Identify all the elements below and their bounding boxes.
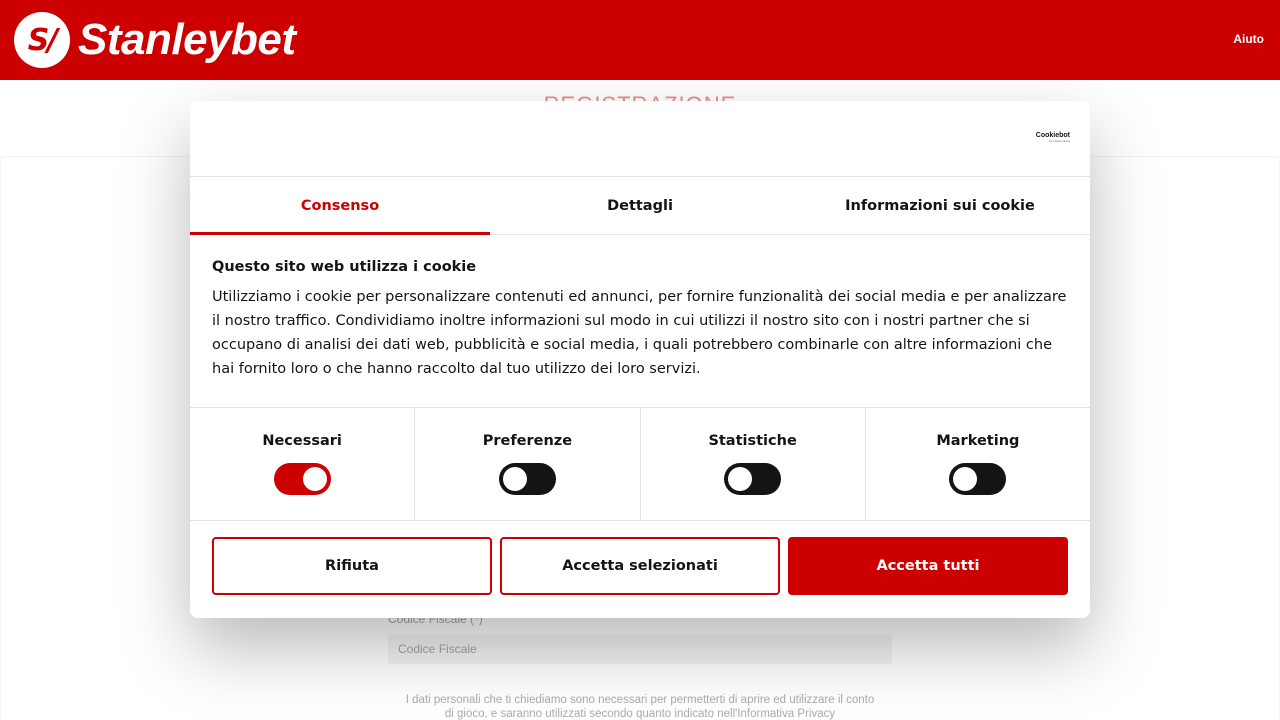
- logo-badge-icon: [14, 12, 70, 68]
- toggle-group-preferenze: [415, 408, 640, 520]
- dialog-body: [190, 235, 1090, 408]
- toggle-necessari[interactable]: [274, 463, 331, 495]
- consent-toggles: [190, 408, 1090, 521]
- toggle-knob: [953, 467, 977, 491]
- help-link[interactable]: Aiuto: [1233, 32, 1264, 46]
- toggle-label-marketing: Marketing: [936, 433, 1020, 449]
- top-header: [0, 0, 1280, 80]
- toggle-knob: [728, 467, 752, 491]
- cookiebot-brand: Cookiebot: [1035, 132, 1070, 139]
- reject-button[interactable]: Rifiuta: [212, 537, 492, 595]
- dialog-description: Utilizziamo i cookie per personalizzare contenuti ed annunci, per fornire funzionalità dei social media e per analizzare il nostro traffico. Condividiamo inoltre informazioni sul modo in cui utilizzi il nostro sito con i nostri partner che si occupano di analisi dei dati web, pubblicità e social media, i quali potrebbero combinarle con altre informazioni che hai fornito loro o che hanno raccolto dal tuo utilizzo dei loro servizi.: [212, 289, 1067, 377]
- toggle-marketing[interactable]: [949, 463, 1006, 495]
- dialog-tabs: [190, 177, 1090, 235]
- accept-selected-button[interactable]: Accetta selezionati: [500, 537, 780, 595]
- dialog-actions: [190, 521, 1090, 611]
- toggle-group-statistiche: [641, 408, 866, 520]
- toggle-knob: [503, 467, 527, 491]
- logo-mark: S/: [27, 22, 57, 58]
- toggle-group-necessari: [190, 408, 415, 520]
- accept-all-button[interactable]: Accetta tutti: [788, 537, 1068, 595]
- toggle-label-preferenze: Preferenze: [482, 433, 573, 449]
- toggle-label-necessari: Necessari: [262, 433, 342, 449]
- logo-text: Stanleybet: [78, 15, 296, 64]
- toggle-preferenze[interactable]: [499, 463, 556, 495]
- toggle-statistiche[interactable]: [724, 463, 781, 495]
- toggle-label-statistiche: Statistiche: [708, 433, 797, 449]
- dialog-header: [190, 101, 1090, 177]
- cookie-consent-dialog: [190, 101, 1090, 618]
- cookiebot-logo[interactable]: [1036, 132, 1070, 143]
- stanleybet-logo[interactable]: [14, 12, 296, 68]
- tab-consenso[interactable]: Consenso: [190, 177, 490, 234]
- dialog-title: Questo sito web utilizza i cookie: [212, 259, 477, 275]
- toggle-group-marketing: [866, 408, 1090, 520]
- tab-informazioni[interactable]: Informazioni sui cookie: [845, 197, 1035, 214]
- toggle-knob: [303, 467, 327, 491]
- cookiebot-brand-sub: by Usercentrics: [1049, 139, 1070, 143]
- tab-dettagli[interactable]: Dettagli: [607, 197, 673, 214]
